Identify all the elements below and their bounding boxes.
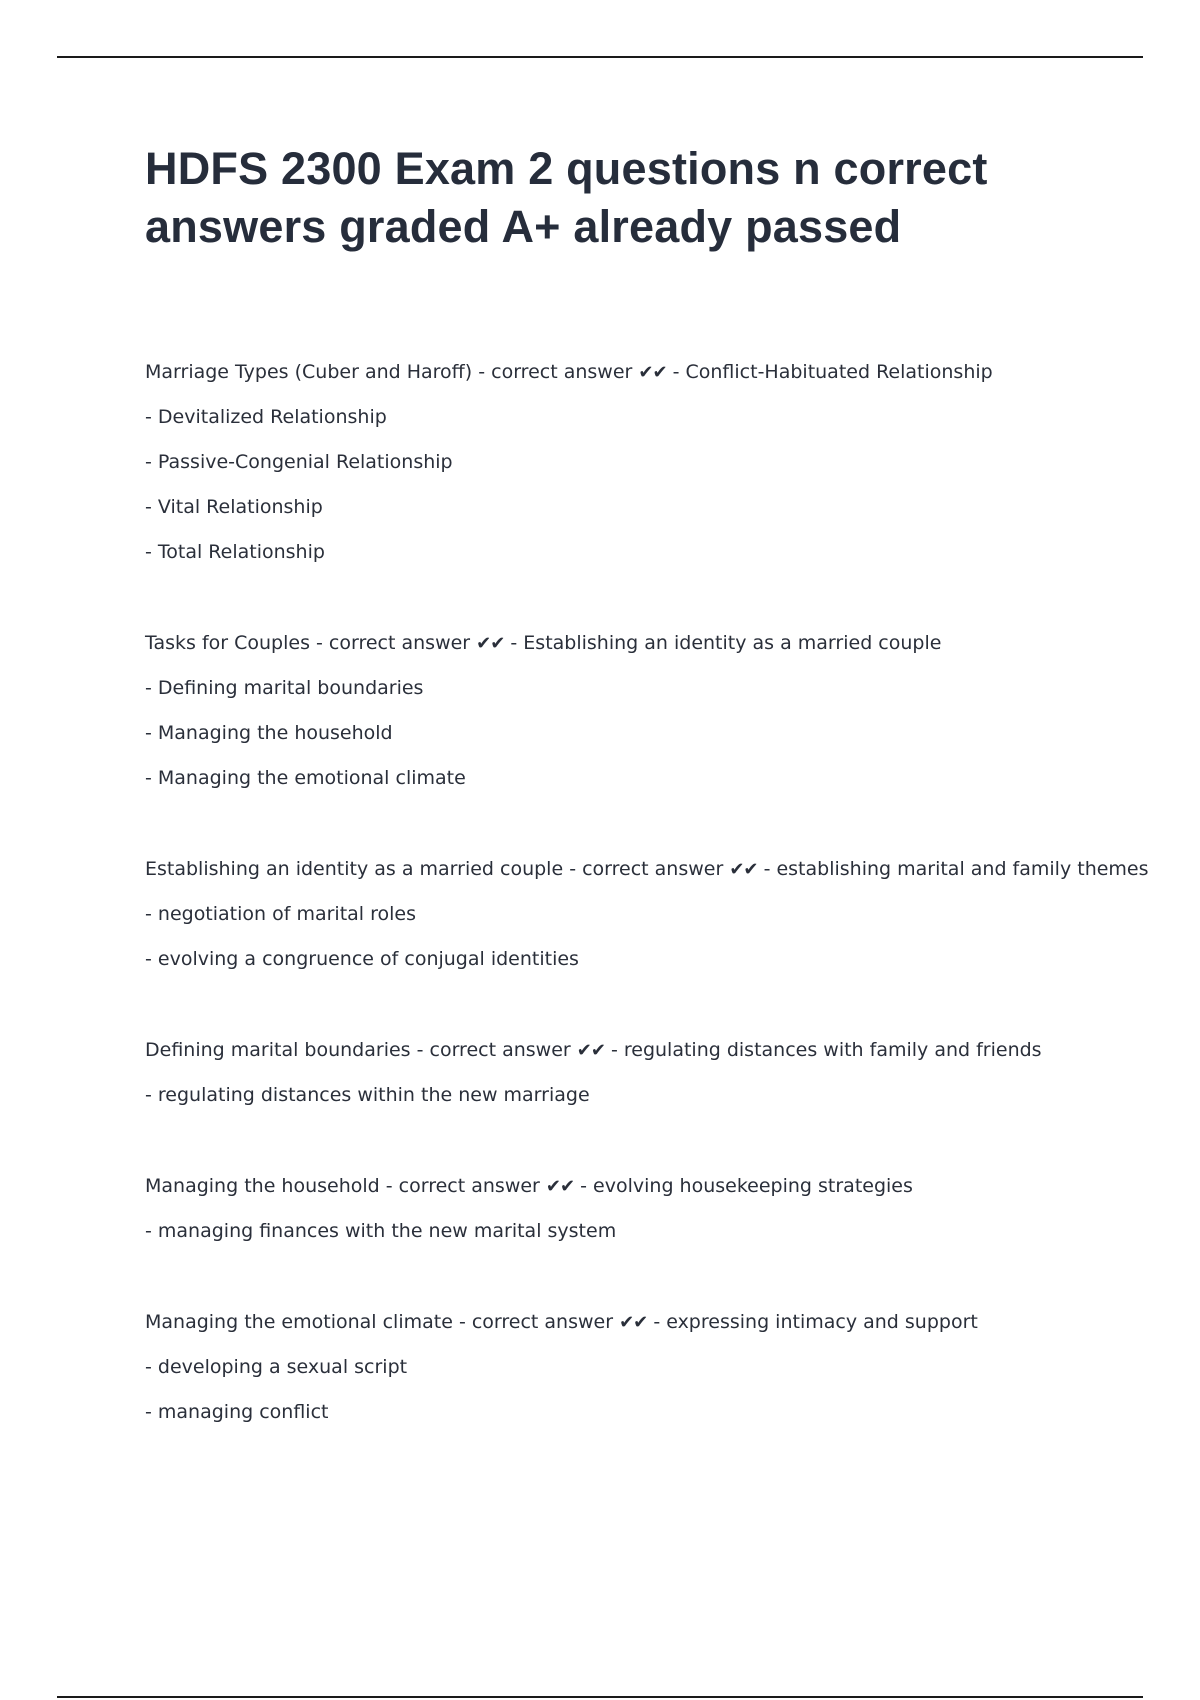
answer-line: - Defining marital boundaries [145,677,424,699]
qa-item [145,1300,1125,1435]
answer-connector: - correct answer [458,1311,614,1333]
answer-line: - managing conflict [145,1401,329,1423]
answer-line: - evolving a congruence of conjugal identities [145,948,579,970]
answer-connector: - correct answer [569,858,724,880]
bottom-rule [57,1696,1143,1698]
answer-text: - evolving housekeeping strategies [580,1175,913,1197]
document-page [145,140,1149,1481]
question-line [145,621,1125,666]
answer-line: - Passive-Congenial Relationship [145,451,453,473]
answer-connector: - correct answer [316,632,471,654]
qa-item [145,847,1149,982]
checkmark-icon: ✔✔ [576,1040,605,1061]
document-title: HDFS 2300 Exam 2 questions n correct answers graded A+ already passed [145,143,988,252]
question-text: Defining marital boundaries [145,1039,411,1061]
answer-connector: - correct answer [416,1039,571,1061]
answer-line: - Devitalized Relationship [145,406,387,428]
checkmark-icon: ✔✔ [619,1312,648,1333]
answer-text: - regulating distances with family and friends [610,1039,1042,1061]
answer-line: - Vital Relationship [145,496,323,518]
qa-item [145,350,1125,575]
qa-item [145,621,1125,801]
answer-line: - regulating distances within the new marriage [145,1084,590,1106]
qa-list [145,350,1149,1435]
question-text: Tasks for Couples [145,632,310,654]
answer-line: - managing finances with the new marital system [145,1220,617,1242]
answer-text: - expressing intimacy and support [653,1311,978,1333]
question-line [145,1028,1125,1073]
checkmark-icon: ✔✔ [545,1176,575,1197]
question-text: Marriage Types (Cuber and Haroff) [145,361,473,383]
answer-connector: - correct answer [385,1175,540,1197]
question-line [145,847,1149,892]
checkmark-icon: ✔✔ [638,362,667,383]
answer-text: - Conflict-Habituated Relationship [672,361,993,383]
question-text: Establishing an identity as a married couple [145,858,564,880]
qa-item [145,1028,1125,1118]
answer-line: - developing a sexual script [145,1356,408,1378]
checkmark-icon: ✔✔ [729,859,758,880]
answer-connector: - correct answer [478,361,633,383]
question-line [145,350,1125,395]
top-rule [57,56,1143,58]
answer-line: - Total Relationship [145,541,325,563]
question-text: Managing the emotional climate [145,1311,453,1333]
question-text: Managing the household [145,1175,380,1197]
answer-line: - Managing the household [145,722,393,744]
question-line [145,1300,1125,1345]
answer-text: - Establishing an identity as a married couple [510,632,942,654]
qa-item [145,1164,1125,1254]
checkmark-icon: ✔✔ [476,633,505,654]
answer-text: - establishing marital and family themes [763,858,1149,880]
question-line [145,1164,1125,1209]
answer-line: - negotiation of marital roles [145,903,417,925]
answer-line: - Managing the emotional climate [145,767,466,789]
